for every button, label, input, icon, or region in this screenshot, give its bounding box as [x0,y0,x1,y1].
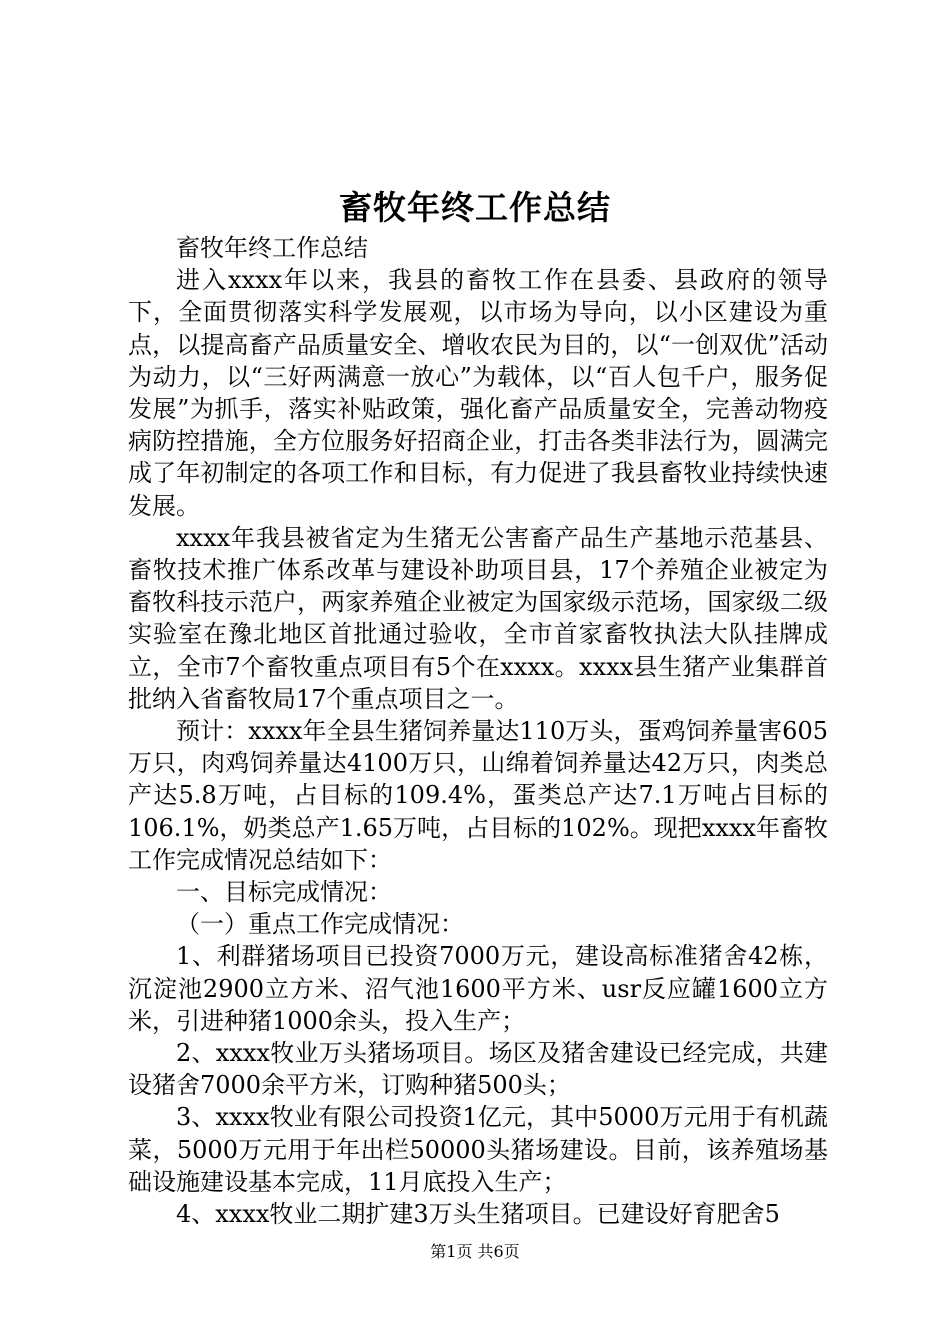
section-heading-targets: 一、目标完成情况： [176,878,392,907]
subsection-heading-key-work: （一）重点工作完成情况： [176,910,464,939]
list-item-3: 3、xxxx牧业有限公司投资1亿元，其中5000万元用于有机蔬菜，5000万元用于年出栏50000头猪场建设。目前，该养殖场基础设施建设基本完成，11月底投入生产； [128,1103,828,1196]
list-item-1: 1、利群猪场项目已投资7000万元，建设高标准猪舍42栋，沉淀池2900立方米、沼气池1600平方米、usr反应罐1600立方米，引进种猪1000余头，投入生产； [128,942,828,1035]
page-footer: 第1页 共6页 [430,1242,520,1261]
paragraph-achievements: xxxx年我县被省定为生猪无公害畜产品生产基地示范基县、畜牧技术推广体系改革与建设补助项目县，17个养殖企业被定为畜牧科技示范户，两家养殖企业被定为国家级示范场，国家级二级实验室在豫北地区首批通过验收，全市首家畜牧执法大队挂牌成立，全市7个畜牧重点项目有5个在xxxx。xxxx县生猪产业集群首批纳入省畜牧局17个重点项目之一。 [128,523,828,713]
paragraph-forecast: 预计：xxxx年全县生猪饲养量达110万头，蛋鸡饲养量害605万只，肉鸡饲养量达4100万只，山绵着饲养量达42万只，肉类总产达5.8万吨，占目标的109.4%，蛋类总产达7.1万吨占目标的106.1%，奶类总产1.65万吨，占目标的102%。现把xxxx年畜牧工作完成情况总结如下： [128,717,828,874]
document-body [128,232,828,1230]
paragraph-heading: 畜牧年终工作总结 [176,234,368,262]
paragraph-intro: 进入xxxx年以来，我县的畜牧工作在县委、县政府的领导下，全面贯彻落实科学发展观，以市场为导向，以小区建设为重点，以提高畜产品质量安全、增收农民为目的，以“一创双优”活动为动力，以“三好两满意一放心”为载体，以“百人包千户，服务促发展”为抓手，落实补贴政策，强化畜产品质量安全，完善动物疫病防控措施，全方位服务好招商企业，打击各类非法行为，圆满完成了年初制定的各项工作和目标，有力促进了我县畜牧业持续快速发展。 [128,266,828,520]
list-item-4: 4、xxxx牧业二期扩建3万头生猪项目。已建设好育肥舍5 [176,1200,780,1229]
document-title: 畜牧年终工作总结 [339,188,611,227]
list-item-2: 2、xxxx牧业万头猪场项目。场区及猪舍建设已经完成，共建设猪舍7000余平方米，订购种猪500头； [128,1039,828,1100]
